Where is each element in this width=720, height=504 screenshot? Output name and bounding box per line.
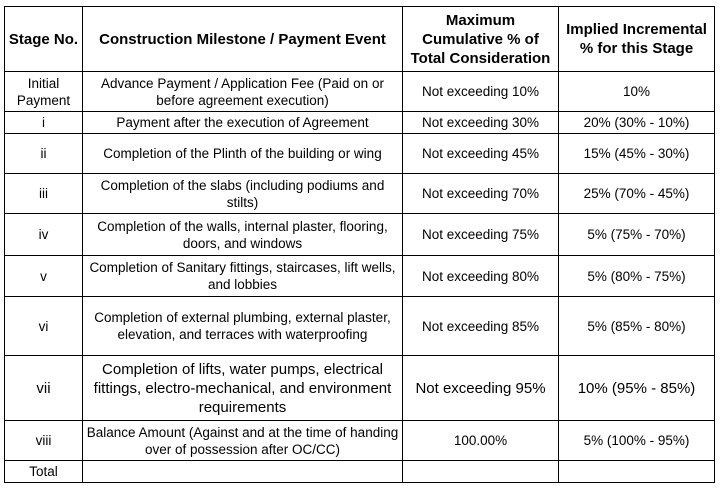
- total-row: [5, 461, 715, 483]
- incremental-cell: 5% (100% - 95%): [559, 421, 715, 461]
- stage-cell: vi: [5, 297, 83, 356]
- max-cell: [403, 461, 559, 483]
- table-row: [5, 174, 715, 214]
- max-cell: Not exceeding 80%: [403, 256, 559, 297]
- incremental-cell: 10% (95% - 85%): [559, 356, 715, 421]
- table-row: [5, 356, 715, 421]
- incremental-cell: [559, 461, 715, 483]
- header-milestone: Construction Milestone / Payment Event: [83, 7, 403, 72]
- stage-cell: viii: [5, 421, 83, 461]
- max-cell: Not exceeding 85%: [403, 297, 559, 356]
- table-row: [5, 72, 715, 112]
- max-cell: 100.00%: [403, 421, 559, 461]
- stage-cell: vii: [5, 356, 83, 421]
- header-row: [5, 7, 715, 72]
- max-cell: Not exceeding 45%: [403, 134, 559, 174]
- stage-cell: v: [5, 256, 83, 297]
- milestone-cell: Completion of the walls, internal plaster, flooring, doors, and windows: [83, 214, 403, 256]
- milestone-cell: Completion of external plumbing, external plaster, elevation, and terraces with waterproofing: [83, 297, 403, 356]
- milestone-cell: Completion of Sanitary fittings, staircases, lift wells, and lobbies: [83, 256, 403, 297]
- milestone-cell: Completion of the slabs (including podiums and stilts): [83, 174, 403, 214]
- incremental-cell: 10%: [559, 72, 715, 112]
- milestone-cell: Advance Payment / Application Fee (Paid on or before agreement execution): [83, 72, 403, 112]
- incremental-cell: 20% (30% - 10%): [559, 112, 715, 134]
- max-cell: Not exceeding 30%: [403, 112, 559, 134]
- incremental-cell: 5% (75% - 70%): [559, 214, 715, 256]
- stage-cell: ii: [5, 134, 83, 174]
- max-cell: Not exceeding 75%: [403, 214, 559, 256]
- stage-cell: Initial Payment: [5, 72, 83, 112]
- incremental-cell: 25% (70% - 45%): [559, 174, 715, 214]
- milestone-cell: Payment after the execution of Agreement: [83, 112, 403, 134]
- milestone-cell: Completion of the Plinth of the building or wing: [83, 134, 403, 174]
- milestone-cell: Completion of lifts, water pumps, electrical fittings, electro-mechanical, and environment requirements: [83, 356, 403, 421]
- max-cell: Not exceeding 95%: [403, 356, 559, 421]
- header-stage: Stage No.: [5, 7, 83, 72]
- milestone-cell: Balance Amount (Against and at the time of handing over of possession after OC/CC): [83, 421, 403, 461]
- table-row: [5, 112, 715, 134]
- stage-cell: iii: [5, 174, 83, 214]
- incremental-cell: 5% (85% - 80%): [559, 297, 715, 356]
- header-incremental: Implied Incremental % for this Stage: [559, 7, 715, 72]
- table-row: [5, 256, 715, 297]
- table-row: [5, 134, 715, 174]
- stage-cell: i: [5, 112, 83, 134]
- milestone-cell: [83, 461, 403, 483]
- stage-cell: Total: [5, 461, 83, 483]
- table-row: [5, 214, 715, 256]
- table-row: [5, 297, 715, 356]
- table-row: [5, 421, 715, 461]
- max-cell: Not exceeding 70%: [403, 174, 559, 214]
- payment-schedule-table: [4, 6, 715, 483]
- incremental-cell: 5% (80% - 75%): [559, 256, 715, 297]
- incremental-cell: 15% (45% - 30%): [559, 134, 715, 174]
- header-max-cumulative: Maximum Cumulative % of Total Consideration: [403, 7, 559, 72]
- stage-cell: iv: [5, 214, 83, 256]
- max-cell: Not exceeding 10%: [403, 72, 559, 112]
